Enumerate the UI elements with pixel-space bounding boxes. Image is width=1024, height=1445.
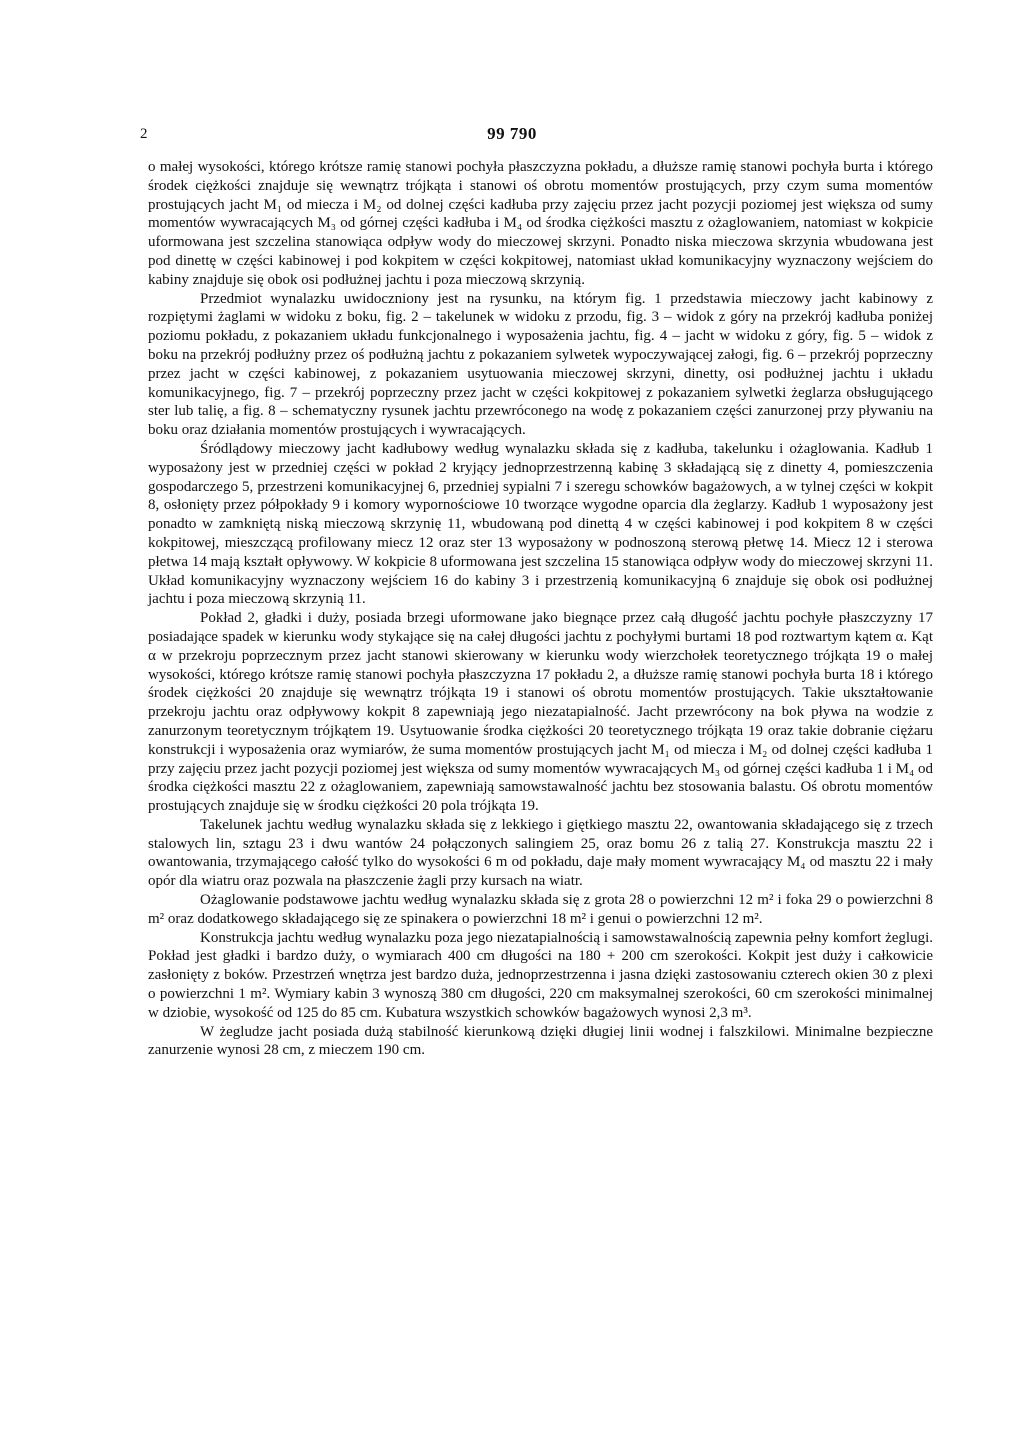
paragraph: Ożaglowanie podstawowe jachtu według wynalazku składa się z grota 28 o powierzchni 12 m² i foka 29 o powierzchni 8 m² oraz dodatkowego składającego się ze spinakera o powierzchni 18 m² i genui o powierzchni 12 m².	[148, 892, 933, 927]
paragraph: o małej wysokości, którego krótsze ramię stanowi pochyła płaszczyzna pokładu, a dłuższe ramię stanowi pochyła burta i którego środek ciężkości znajduje się wewnątrz trójkąta i stanowi oś obrotu momentów prostujących, przy czym suma momentów prostujących jacht M₁ od miecza i M₂ od dolnej części kadłuba przy zajęciu przez jacht pozycji poziomej jest większa od sumy momentów wywracających M₃ od górnej części kadłuba i M₄ od środka ciężkości masztu z ożaglowaniem, natomiast w kokpicie uformowana jest szczelina stanowiąca odpływ wody do mieczowej skrzyni. Ponadto niska mieczowa skrzynia wbudowana jest pod dinettę w części kabinowej i pod kokpitem w części kokpitowej, natomiast układ komunikacyjny wyznaczony wejściem do kabiny znajduje się obok osi podłużnej jachtu i poza mieczową skrzynią.	[148, 159, 933, 288]
body-text	[148, 158, 933, 1060]
paragraph: Konstrukcja jachtu według wynalazku poza jego niezatapialnością i samowstawalnością zapewnia pełny komfort żeglugi. Pokład jest gładki i bardzo duży, o wymiarach 400 cm długości na 180 + 200 cm szerokości. Kokpit jest duży i całkowicie zasłonięty z boków. Przestrzeń wnętrza jest bardzo duża, jednoprzestrzenna i jasna dzięki zastosowaniu czterech okien 30 z plexi o powierzchni 1 m². Wymiary kabin 3 wynoszą 380 cm długości, 220 cm maksymalnej szerokości, 60 cm szerokości minimalnej w dziobie, wysokość od 125 do 85 cm. Kubatura wszystkich schowków bagażowych wynosi 2,3 m³.	[148, 929, 933, 1021]
page-mark: 2	[140, 126, 148, 142]
paragraph: Pokład 2, gładki i duży, posiada brzegi uformowane jako biegnące przez całą długość jachtu pochyłe płaszczyzny 17 posiadające spadek w kierunku wody stykające się na całej długości jachtu z pochyłymi burtami 18 pod roztwartym kątem α. Kąt α w przekroju poprzecznym przez jacht stanowi skierowany w kierunku wody wierzchołek teoretycznego trójkąta 19 o małej wysokości, którego krótsze ramię stanowi pochyła płaszczyzna 17 pokładu 2, a dłuższe ramię stanowi pochyła burta 18 i którego środek ciężkości 20 znajduje się wewnątrz trójkąta 19 i stanowi oś obrotu momentów prostujących. Takie ukształtowanie przekroju jachtu oraz odpływowy kokpit 8 zapewniają jego niezatapialność. Jacht przewrócony na bok pływa na wodzie z zanurzonym teoretycznym trójkątem 19. Usytuowanie środka ciężkości 20 teoretycznego trójkąta 19 oraz takie dobranie ciężaru konstrukcji i wyposażenia oraz wymiarów, że suma momentów prostujących jacht M₁ od miecza i M₂ od dolnej części kadłuba 1 przy zajęciu przez jacht pozycji poziomej jest większa od sumy momentów wywracających M₃ od górnej części kadłuba 1 i M₄ od środka ciężkości masztu 22 z ożaglowaniem, zapewniają samowstawalność jachtu bez stosowania balastu. Oś obrotu momentów prostujących znajduje się w środku ciężkości 20 pola trójkąta 19.	[148, 610, 933, 815]
page-number: 99 790	[487, 124, 537, 143]
paragraph: Śródlądowy mieczowy jacht kadłubowy według wynalazku składa się z kadłuba, takelunku i ożaglowania. Kadłub 1 wyposażony jest w przedniej części w pokład 2 kryjący jednoprzestrzenną kabinę 3 składającą się z dinetty 4, pomieszczenia gospodarczego 5, przestrzeni komunikacyjnej 6, przedniej sypialni 7 i szeregu schowków bagażowych, a w tylnej części w kokpit 8, osłonięty przez półpokłady 9 i komory wypornościowe 10 tworzące wygodne oparcia dla żeglarzy. Kadłub 1 wyposażony jest ponadto w zamkniętą niską mieczową skrzynię 11, wbudowaną pod dinettą 4 w części kabinowej i pod kokpitem 8 w części kokpitowej, mieszczącą profilowany miecz 12 oraz ster 13 wyposażony w podnoszoną sterową płetwę 14. Miecz 12 i sterowa płetwa 14 mają kształt opływowy. W kokpicie 8 uformowana jest szczelina 15 stanowiąca odpływ wody do mieczowej skrzyni 11. Układ komunikacyjny wyznaczony wejściem 16 do kabiny 3 i przestrzenią komunikacyjną 6 znajduje się obok osi podłużnej jachtu i poza mieczową skrzynią 11.	[148, 440, 933, 608]
paragraph: Przedmiot wynalazku uwidoczniony jest na rysunku, na którym fig. 1 przedstawia mieczowy jacht kabinowy z rozpiętymi żaglami w widoku z boku, fig. 2 – takelunek w widoku z przodu, fig. 3 – widok z góry na przekrój kadłuba poniżej poziomu pokładu, z pokazaniem układu funkcjonalnego i wyposażenia jachtu, fig. 4 – jacht w widoku z góry, fig. 5 – widok z boku na przekrój podłużny przez oś podłużną jachtu z pokazaniem sylwetek wypoczywającej załogi, fig. 6 – przekrój poprzeczny przez jacht w części kabinowej, z pokazaniem usytuowania mieczowej skrzyni, dinetty, osi podłużnej jachtu i układu komunikacyjnego, fig. 7 – przekrój poprzeczny przez jacht w części kokpitowej z pokazaniem sylwetki żeglarza obsługującego ster lub talię, a fig. 8 – schematyczny rysunek jachtu przewróconego na wodę z pokazaniem części zanurzonej przy pływaniu na boku oraz działania momentów prostujących i wywracających.	[148, 290, 933, 439]
paragraph: Takelunek jachtu według wynalazku składa się z lekkiego i giętkiego masztu 22, owantowania składającego się z trzech stalowych lin, sztagu 23 i dwu wantów 24 połączonych salingiem 25, oraz bomu 26 z talią 27. Konstrukcja masztu 22 i owantowania, trzymającego całość tylko do wysokości 6 m od pokładu, daje mały moment wywracający M₄ od masztu 22 i mały opór dla wiatru oraz pozwala na płaszczenie żagli przy kursach na wiatr.	[148, 816, 933, 890]
paragraph: W żegludze jacht posiada dużą stabilność kierunkową dzięki długiej linii wodnej i falszkilowi. Minimalne bezpieczne zanurzenie wynosi 28 cm, z mieczem 190 cm.	[148, 1023, 933, 1059]
